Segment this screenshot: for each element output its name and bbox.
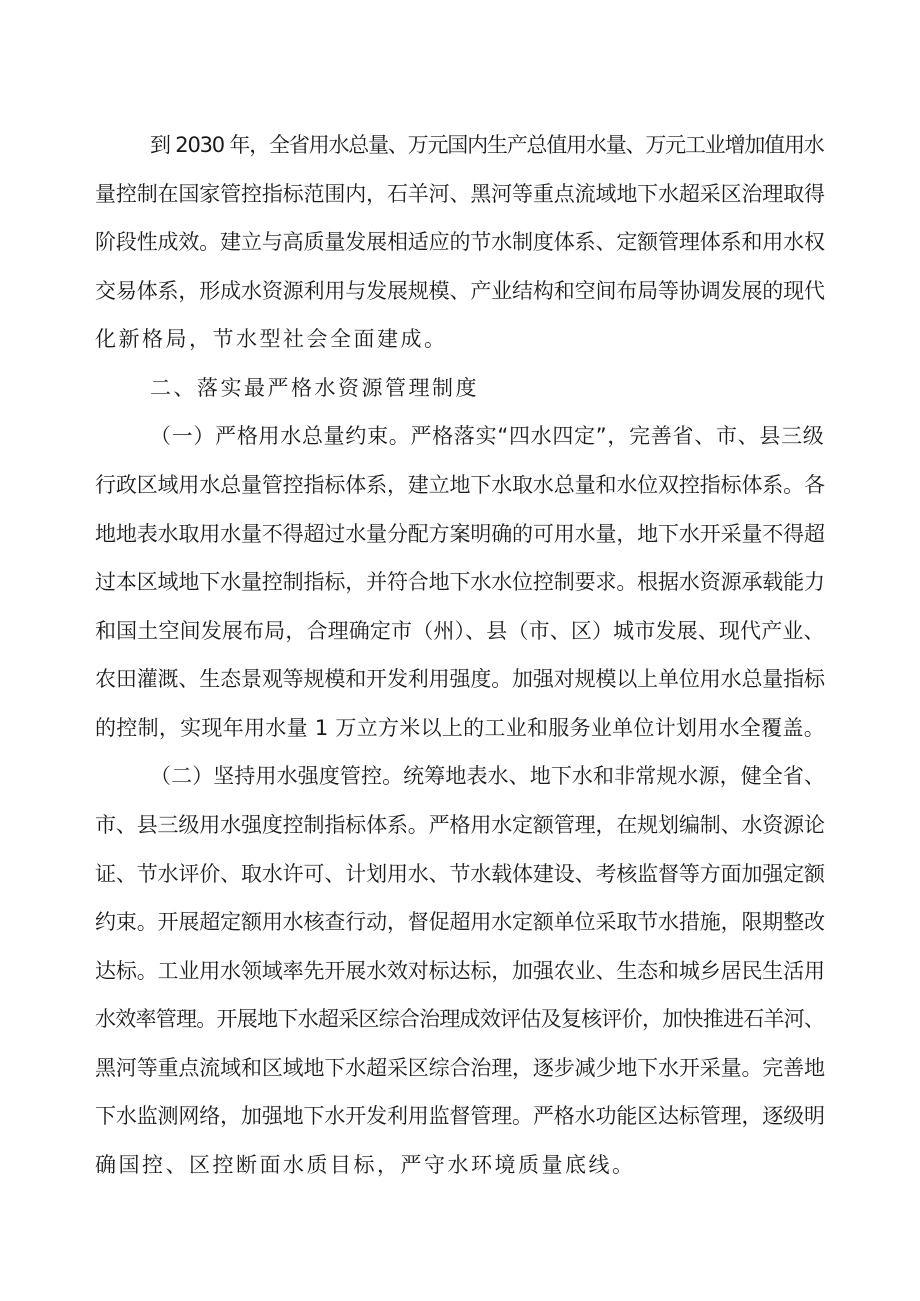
text-line: （一）严格用水总量约束。严格落实“四水四定”，完善省、市、县三级: [150, 424, 825, 448]
text-line: 农田灌溉、生态景观等规模和开发利用强度。加强对规模以上单位用水总量指标: [95, 667, 825, 691]
text-line: （二）坚持用水强度管控。统筹地表水、地下水和非常规水源，健全省、: [150, 764, 826, 788]
text-line: 到 2030 年，全省用水总量、万元国内生产总值用水量、万元工业增加值用水: [150, 133, 824, 157]
text-line: 量控制在国家管控指标范围内，石羊河、黑河等重点流域地下水超采区治理取得: [95, 182, 825, 206]
text-line: 确国控、区控断面水质目标，严守水环境质量底线。: [95, 1153, 636, 1177]
text-line: 约束。开展超定额用水核查行动，督促超用水定额单位采取节水措施，限期整改: [95, 910, 825, 934]
text-line: 下水监测网络，加强地下水开发利用监督管理。严格水功能区达标管理，逐级明: [95, 1104, 825, 1128]
text-line: 的控制，实现年用水量 1 万立方米以上的工业和服务业单位计划用水全覆盖。: [95, 716, 825, 740]
text-line: 化新格局，节水型社会全面建成。: [95, 327, 448, 351]
text-line: 黑河等重点流域和区域地下水超采区综合治理，逐步减少地下水开采量。完善地: [95, 1056, 825, 1080]
text-line: 地地表水取用水量不得超过水量分配方案明确的可用水量，地下水开采量不得超: [95, 522, 825, 546]
text-line: 阶段性成效。建立与高质量发展相适应的节水制度体系、定额管理体系和用水权: [95, 230, 825, 254]
text-line: 和国土空间发展布局，合理确定市（州）、县（市、区）城市发展、现代产业、: [95, 619, 825, 643]
text-line: 达标。工业用水领域率先开展水效对标达标，加强农业、生态和城乡居民生活用: [95, 959, 825, 983]
text-line: 水效率管理。开展地下水超采区综合治理成效评估及复核评价，加快推进石羊河、: [95, 1007, 825, 1031]
text-line: 过本区域地下水量控制指标，并符合地下水水位控制要求。根据水资源承载能力: [95, 570, 825, 594]
text-line: 市、县三级用水强度控制指标体系。严格用水定额管理，在规划编制、水资源论: [95, 813, 825, 837]
text-line: 交易体系，形成水资源利用与发展规模、产业结构和空间布局等协调发展的现代: [95, 279, 825, 303]
text-line: 行政区域用水总量管控指标体系，建立地下水取水总量和水位双控指标体系。各: [95, 473, 825, 497]
text-line: 证、节水评价、取水许可、计划用水、节水载体建设、考核监督等方面加强定额: [95, 862, 825, 886]
heading-text: 二、落实最严格水资源管理制度: [150, 376, 479, 400]
